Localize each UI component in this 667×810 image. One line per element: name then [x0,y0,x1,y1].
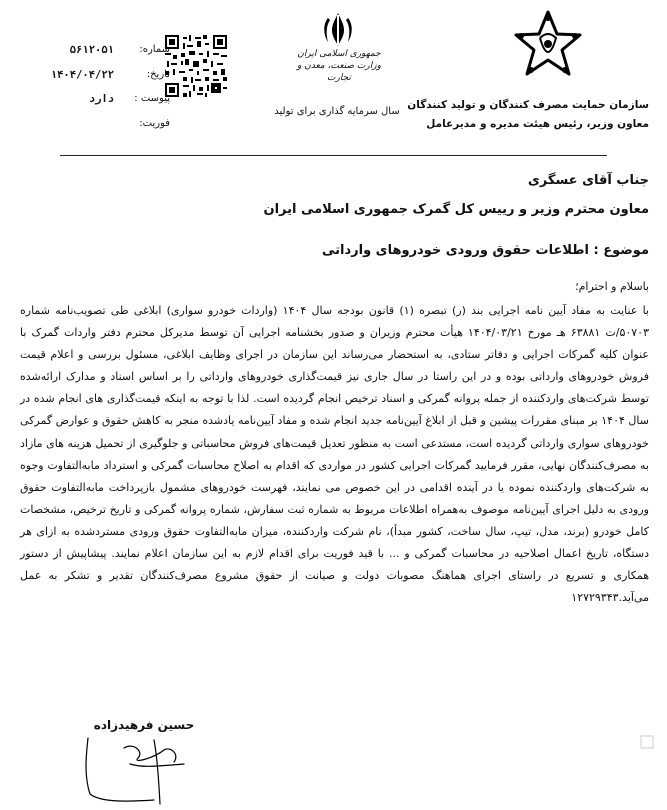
urgency-label: فوریت: [139,117,170,129]
date-label: تاریخ: [146,68,170,80]
attachment-value: دارد [88,93,114,105]
ministry-name: وزارت صنعت، معدن و تجارت [297,61,381,83]
letter-subject: موضوع : اطلاعات حقوق ورودی خودروهای وارداتی [321,243,649,258]
country-name: جمهوری اسلامی ایران [297,49,381,59]
urgency-value [34,112,114,137]
letter-body: با عنایت به مفاد آیین نامه اجرایی بند (ر) تبصره (۱) قانون بودجه سال ۱۴۰۴ (واردات خودرو سواری) ابلاغی طی تصویب‌نامه شماره ۵۰۷۰۳/ت ۶۳۸۸۱ هـ مورخ ۱۴۰۴/۰۳/۲۱ هیأت محترم وزیران و صدور بخشنامه اجرایی آن توسط مدیرکل محترم دفتر واردات گمرک با عنوان کلیه گمرکات اجرایی و دفاتر ستادی، به استحضار می‌رساند این سازمان در اجرای وظایف ابلاغی، مسئول بررسی و اعلام قیمت فروش خودروهای وارداتی بوده و در این راستا در سال جاری نیز قیمت‌گذاری خودروهای وارداتی را بر اساس اسناد و مدارک ارائه‌شده توسط شرکت‌های واردکننده از جمله پروانه گمرکی و اسناد ترخیص انجام گردیده است. لذا با توجه به اینکه قیمت‌گذاری های انجام شده در سال ۱۴۰۴ بر مبنای مقررات پیشین و قبل از ابلاغ آیین‌نامه جدید انجام شده و مفاد آیین‌نامه یادشده منجر به کاهش حقوق و عوارض گمرکی خودروهای سواری وارداتی گردیده است، مستدعی است به منظور تعدیل قیمت‌های فروش محاسباتی و جلوگیری از تحمیل هزینه های مازاد به مصرف‌کنندگان نهایی، مقرر فرمایید گمرکات اجرایی کشور در مواردی که اقدام به اصلاح محاسبات گمرکی و استرداد مابه‌التفاوت وجوه به شرکت‌های واردکننده نموده یا در آینده اقدامی در این خصوص می نمایند، فهرست خودروهای مشمول بازپرداخت مابه‌التفاوت حقوق ورودی به دلیل اجرای آیین‌نامه موصوف به‌همراه اطلاعات مربوط به شماره ثبت سفارش، شماره پروانه گمرکی و تاریخ ترخیص، مشخصات کامل خودرو (برند، مدل، تیپ، سال ساخت، کشور مبدأ)، نام شرکت واردکننده، میزان مابه‌التفاوت حقوق ورودی مستردشده به ازای هر دستگاه، تاریخ اعمال اصلاحیه در محاسبات گمرکی و ... با قید فوریت برای اقدام لازم به این سازمان اعلام نمایند. پیشاپیش از دستور همکاری و تسریع در راستای اجرای هماهنگ مصوبات دولت و صیانت از حقوق مشروع مصرف‌کنندگان تقدیر و تشکر به عمل می‌آید.۱۲۷۲۹۳۴۳ [20,304,649,605]
organization-name: سازمان حمایت مصرف کنندگان و تولید کنندگان [407,99,649,111]
header-divider [60,155,607,156]
qr-code-icon [163,33,229,99]
signatory-name: حسین فرهیدزاده [93,718,195,732]
handwritten-signature-icon [84,736,210,806]
meta-labels [120,38,170,136]
organization-block [389,96,649,134]
organization-role: معاون وزیر، رئیس هیئت مدیره و مدیرعامل [426,118,649,130]
number-label: شماره: [139,44,170,55]
iran-emblem-icon [318,10,358,50]
year-slogan: سال سرمایه گذاری برای تولید [274,106,400,117]
org-logo-icon [512,8,584,80]
addressee-name: جناب آقای عسگری [527,173,649,188]
addressee-title: معاون محترم وزیر و رییس کل گمرک جمهوری اسلامی ایران [263,202,649,217]
ministry-block [296,48,382,84]
meta-values [34,38,114,136]
date-value: ۱۴۰۴/۰۴/۲۲ [50,68,114,81]
number-value: ۵۶۱۲۰۵۱ [69,44,114,56]
attachment-label: پیوست : [134,93,170,104]
corner-mark-icon [640,734,654,748]
letter-greeting: باسلام و احترام؛ [575,280,649,293]
